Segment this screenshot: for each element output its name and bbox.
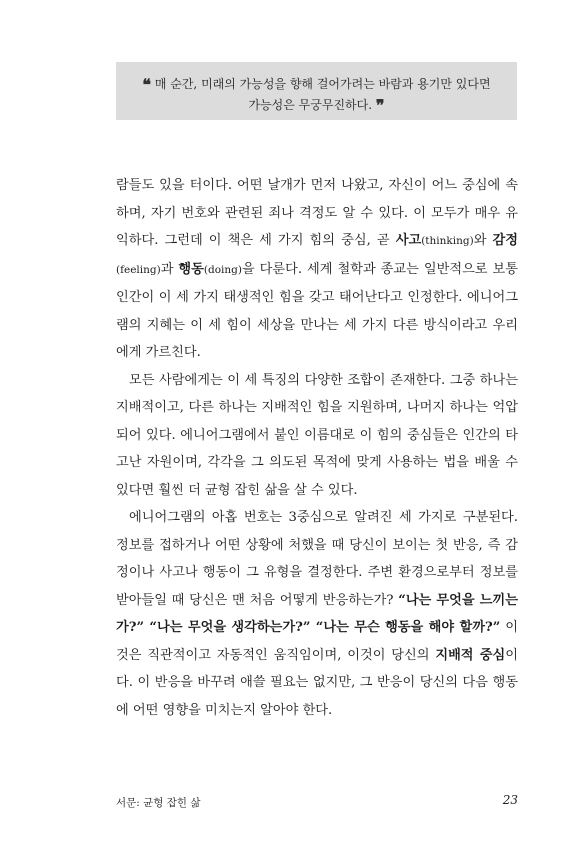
paragraph-text: 에니어그램의 아홉 번호는 3중심으로 알려진 세 가지로 구분된다. 정보를 접하거나 어떤 상황에 처했을 때 당신이 보이는 첫 반응, 즉 감정이나 사고나 행동이 그 유형을 결정한다. 주변 환경으로부터 정보를 받아들일 때 당신은 맨 처음 어떻게 반응하는가?: [116, 510, 518, 608]
paragraph-text: 을 다룬다. 세계 철학과 종교는 일반적으로 보통 인간이 이 세 가지 태생적인 힘을 갖고 태어난다고 인정한다. 에니어그램의 지혜는 이 세 힘이 세상을 만나는 세 가지 다른 방식이라고 우리에게 가르친다.: [116, 261, 518, 360]
english-gloss: (doing): [203, 263, 242, 276]
pull-quote-text-2: 가능성은 무궁무진하다.: [248, 98, 373, 112]
paragraph-text: 이것은 직관적이고 자동적인 움직임이며, 이것이 당신의: [116, 620, 518, 663]
pull-quote-line-1: [126, 74, 507, 95]
running-title: 서문: 균형 잡힌 삶: [116, 797, 201, 809]
paragraph-text: 와: [473, 233, 493, 248]
english-gloss: (feeling): [116, 263, 161, 276]
paragraph-text: 이다. 이 반응을 바꾸려 애쓸 필요는 없지만, 그 반응이 당신의 다음 행동에 어떤 영향을 미치는지 알아야 한다.: [116, 647, 518, 718]
bold-term: 지배적 중심: [435, 647, 506, 663]
paragraph-text: 과: [160, 261, 179, 277]
bold-term: 행동: [178, 261, 204, 277]
pull-quote: [116, 62, 517, 120]
english-gloss: (thinking): [421, 235, 474, 247]
bold-term: 감정: [492, 233, 518, 248]
pull-quote-text-1: 매 순간, 미래의 가능성을 향해 걸어가려는 바람과 용기만 있다면: [154, 77, 491, 91]
bold-term: 사고: [395, 233, 422, 248]
paragraph-text: 람들도 있을 터이다. 어떤 날개가 먼저 나왔고, 자신이 어느 중심에 속하며, 자기 번호와 관련된 죄나 격정도 알 수 있다. 이 모두가 매우 유익하다. 그런데 이 책은 세 가지 힘의 중심, 곧: [116, 178, 518, 248]
body-text: [116, 172, 518, 724]
pull-quote-line-2: [126, 95, 507, 116]
page-number: 23: [502, 793, 518, 807]
close-quote-mark: ❞: [375, 96, 385, 115]
paragraph-p2: [116, 367, 518, 505]
paragraph-text: 모든 사람에게는 이 세 특징의 다양한 조합이 존재한다. 그중 하나는 지배적이고, 다른 하나는 지배적인 힘을 지원하며, 나머지 하나는 억압되어 있다. 에니어그램에서 붙인 이름대로 이 힘의 중심들은 인간의 타고난 자원이며, 각각을 그 의도된 목적에 맞게 사용하는 법을 배울 수 있다면 훨씬 더 균형 잡힌 삶을 살 수 있다.: [116, 372, 518, 498]
open-quote-mark: ❝: [142, 75, 152, 94]
paragraph-p3: [116, 504, 518, 724]
bold-term: “나는 무엇을 느끼는가?” “나는 무엇을 생각하는가?” “나는 무슨 행동을 해야 할까?”: [116, 592, 518, 635]
paragraph-p1: [116, 172, 518, 367]
